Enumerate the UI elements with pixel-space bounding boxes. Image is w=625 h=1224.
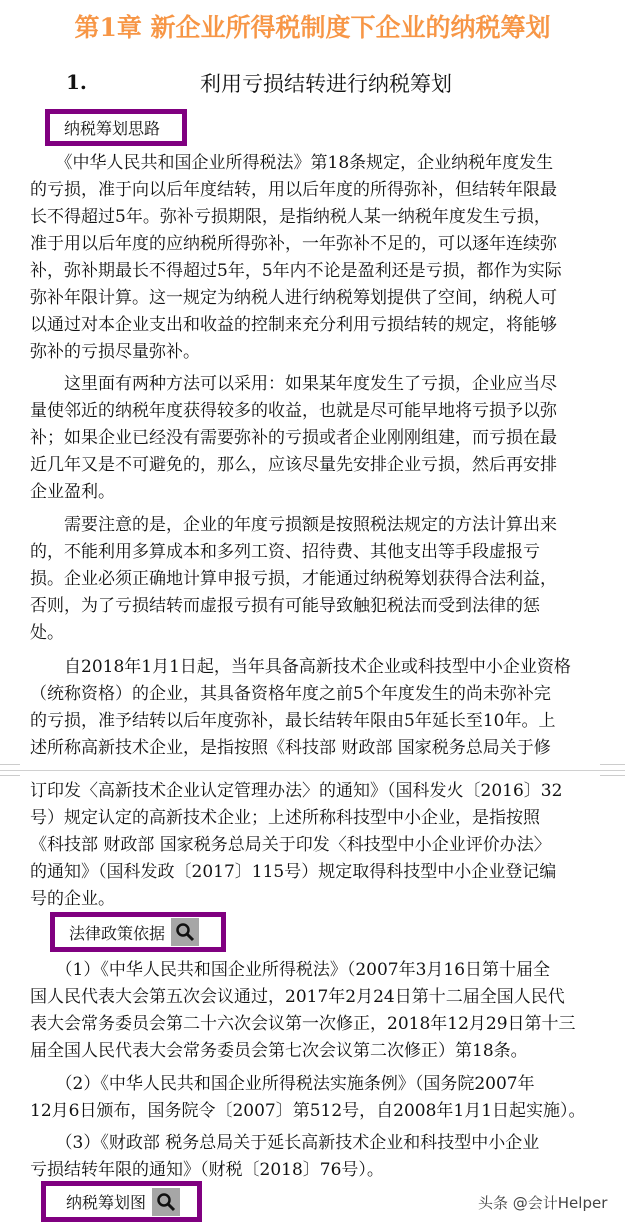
law-item-3	[30, 1130, 600, 1184]
search-icon[interactable]	[152, 1188, 180, 1216]
text-line: 以通过对本企业支出和收益的控制来充分利用亏损结转的规定，将能够	[30, 315, 557, 335]
planning-chart-text: 纳税筹划图	[66, 1193, 147, 1212]
text-line: 12月6日颁布，国务院令〔2007〕第512号，自2008年1月1日起实施）。	[30, 1101, 586, 1121]
text-line: 的通知》（国科发政〔2017〕115号）规定取得科技型中小企业登记编	[30, 862, 557, 882]
text-line: 《科技部 财政部 国家税务总局关于印发〈科技型中小企业评价办法〉	[30, 835, 551, 855]
page-break-marker-left	[0, 764, 20, 776]
section-number: 1.	[66, 70, 87, 94]
text-line: （2）《中华人民共和国企业所得税法实施条例》（国务院2007年	[30, 1074, 535, 1094]
text-line: 国人民代表大会第五次会议通过，2017年2月24日第十二届全国人民代	[30, 987, 565, 1007]
paragraph-5	[30, 778, 600, 913]
text-line: 补，弥补期最长不得超过5年，5年内不论是盈利还是亏损，都作为实际	[30, 261, 562, 281]
page-break-marker-right	[600, 764, 625, 776]
text-line: 表大会常务委员会第二十六次会议第一次修正，2018年12月29日第十三	[30, 1014, 576, 1034]
page-break-line	[0, 770, 625, 771]
text-line: （3）《财政部 税务总局关于延长高新技术企业和科技型中小企业	[30, 1133, 540, 1153]
legal-basis-label	[50, 912, 226, 952]
text-line: （统称资格）的企业，其具备资格年度之前5个年度发生的尚未弥补完	[30, 684, 551, 704]
text-line: 准于用以后年度的应纳税所得弥补，一年弥补不足的，可以逐年连续弥	[30, 234, 557, 254]
text-line: 的，不能利用多算成本和多列工资、招待费、其他支出等手段虚报亏	[30, 542, 540, 562]
text-line: 这里面有两种方法可以采用：如果某年度发生了亏损，企业应当尽	[30, 374, 557, 394]
law-item-2	[30, 1071, 600, 1125]
text-line: 的亏损，准于向以后年度结转，用以后年度的所得弥补，但结转年限最	[30, 180, 557, 200]
text-line: 长不得超过5年。弥补亏损期限，是指纳税人某一纳税年度发生亏损，	[30, 207, 551, 227]
planning-idea-text: 纳税筹划思路	[64, 119, 161, 138]
text-line: （1）《中华人民共和国企业所得税法》（2007年3月16日第十届全	[30, 960, 551, 980]
watermark: 头条 @会计Helper	[478, 1194, 608, 1212]
text-line: 需要注意的是，企业的年度亏损额是按照税法规定的方法计算出来	[30, 515, 557, 535]
text-line: 号）规定认定的高新技术企业；上述所称科技型中小企业，是指按照	[30, 808, 540, 828]
search-icon[interactable]	[171, 918, 199, 946]
text-line: 损。企业必须正确地计算申报亏损，才能通过纳税筹划获得合法利益，	[30, 569, 557, 589]
text-line: 处。	[30, 623, 64, 643]
text-line: 号的企业。	[30, 889, 115, 909]
paragraph-3	[30, 512, 600, 647]
planning-idea-label	[45, 109, 187, 146]
text-line: 弥补的亏损尽量弥补。	[30, 342, 200, 362]
planning-chart-label	[41, 1181, 202, 1222]
paragraph-2	[30, 371, 600, 506]
text-line: 量使邻近的纳税年度获得较多的收益，也就是尽可能早地将亏损予以弥	[30, 401, 557, 421]
text-line: 届全国人民代表大会常务委员会第七次会议第二次修正）第18条。	[30, 1041, 528, 1061]
chapter-title: 第1章 新企业所得税制度下企业的纳税筹划	[74, 13, 551, 42]
text-line: 补；如果企业已经没有需要弥补的亏损或者企业刚刚组建，而亏损在最	[30, 428, 557, 448]
text-line: 弥补年限计算。这一规定为纳税人进行纳税筹划提供了空间，纳税人可	[30, 288, 557, 308]
legal-basis-text: 法律政策依据	[69, 923, 166, 943]
text-line: 自2018年1月1日起，当年具备高新技术企业或科技型中小企业资格	[30, 657, 571, 677]
text-line: 企业盈利。	[30, 482, 115, 502]
law-item-1	[30, 957, 600, 1065]
text-line: 《中华人民共和国企业所得税法》第18条规定，企业纳税年度发生	[30, 153, 554, 173]
text-line: 述所称高新技术企业，是指按照《科技部 财政部 国家税务总局关于修	[30, 738, 551, 758]
text-line: 订印发〈高新技术企业认定管理办法〉的通知》（国科发火〔2016〕32	[30, 781, 563, 801]
text-line: 亏损结转年限的通知》（财税〔2018〕76号）。	[30, 1160, 384, 1180]
section-title: 利用亏损结转进行纳税筹划	[200, 72, 452, 96]
text-line: 否则，为了亏损结转而虚报亏损有可能导致触犯税法而受到法律的惩	[30, 596, 540, 616]
paragraph-1	[30, 150, 600, 366]
text-line: 近几年又是不可避免的，那么，应该尽量先安排企业亏损，然后再安排	[30, 455, 557, 475]
paragraph-4	[30, 654, 600, 762]
text-line: 的亏损，准予结转以后年度弥补，最长结转年限由5年延长至10年。上	[30, 711, 556, 731]
